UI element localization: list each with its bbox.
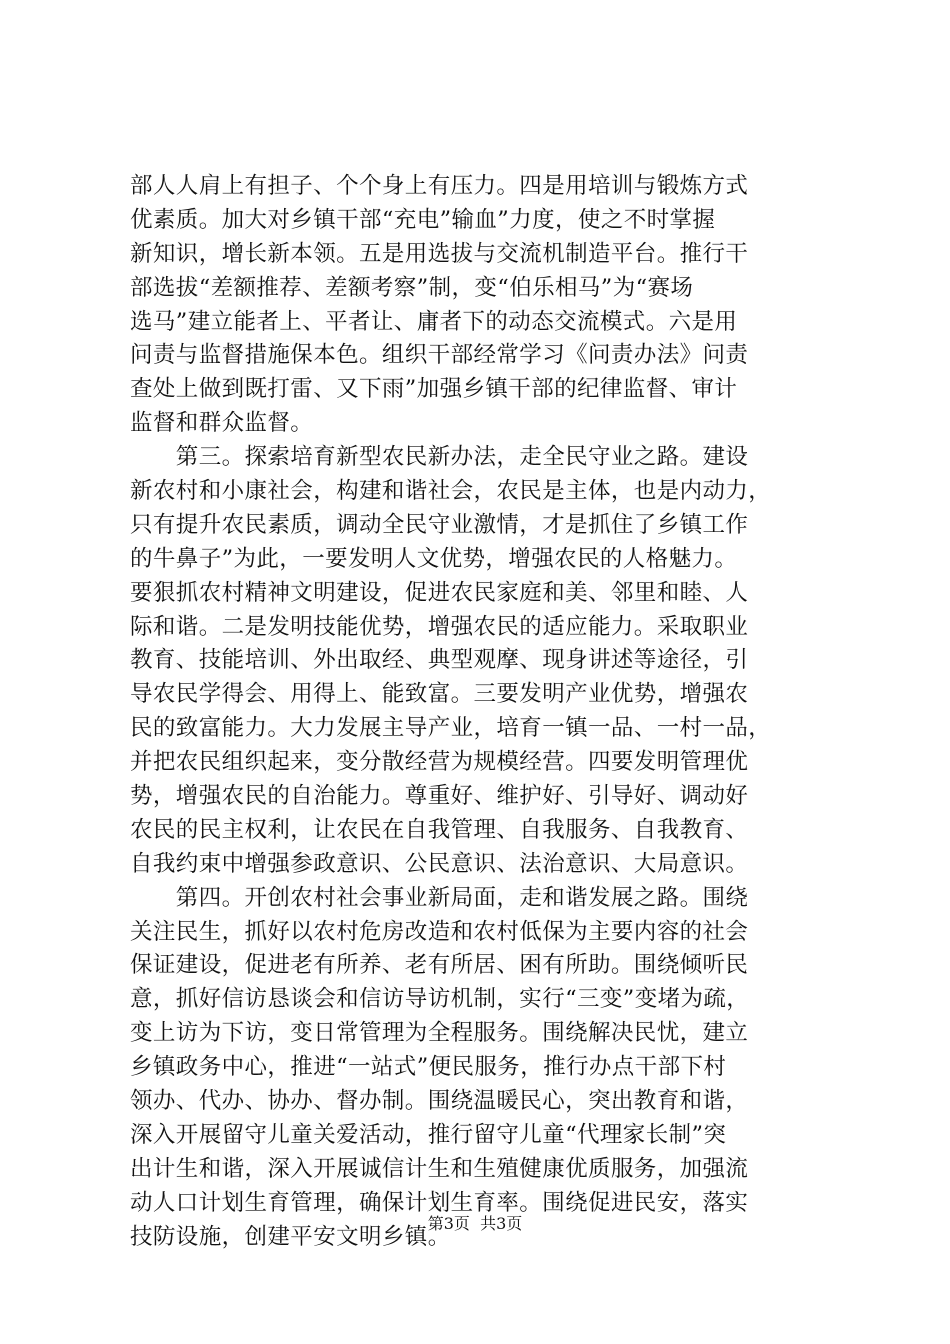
text-line: 选马”建立能者上、平者让、庸者下的动态交流模式。六是用 xyxy=(130,308,738,335)
text-line: 动人口计划生育管理，确保计划生育率。围绕促进民安，落实 xyxy=(130,1189,749,1216)
text-line: 第四。开创农村社会事业新局面，走和谐发展之路。围绕 xyxy=(130,884,749,911)
text-line: 优素质。加大对乡镇干部“充电”输血”力度，使之不时掌握 xyxy=(130,206,716,233)
text-line: 际和谐。二是发明技能优势，增强农民的适应能力。采取职业 xyxy=(130,613,749,640)
text-line: 深入开展留守儿童关爱活动，推行留守儿童“代理家长制”突 xyxy=(130,1121,727,1148)
text-line: 监督和群众监督。 xyxy=(130,410,314,437)
text-line: 民的致富能力。大力发展主导产业，培育一镇一品、一村一品， xyxy=(130,715,772,742)
body-text xyxy=(130,170,830,1255)
text-line: 的牛鼻子”为此，一要发明人文优势，增强农民的人格魅力。 xyxy=(130,545,738,572)
text-line: 领办、代办、协办、督办制。围绕温暖民心，突出教育和谐， xyxy=(130,1088,749,1115)
text-line: 乡镇政务中心，推进“一站式”便民服务，推行办点干部下村 xyxy=(130,1054,727,1081)
text-line: 新农村和小康社会，构建和谐社会，农民是主体，也是内动力， xyxy=(130,478,772,505)
text-line: 技防设施，创建平安文明乡镇。 xyxy=(130,1223,451,1250)
text-line: 势，增强农民的自治能力。尊重好、维护好、引导好、调动好 xyxy=(130,783,749,810)
text-line: 导农民学得会、用得上、能致富。三要发明产业优势，增强农 xyxy=(130,681,749,708)
text-line: 教育、技能培训、外出取经、典型观摩、现身讲述等途径，引 xyxy=(130,647,749,674)
text-line: 意，抓好信访恳谈会和信访导访机制，实行“三变”变堵为疏， xyxy=(130,986,750,1013)
text-line: 部选拔“差额推荐、差额考察”制，变“伯乐相马”为“赛场 xyxy=(130,274,694,301)
text-line: 新知识，增长新本领。五是用选拔与交流机制造平台。推行干 xyxy=(130,240,749,267)
text-line: 关注民生，抓好以农村危房改造和农村低保为主要内容的社会 xyxy=(130,918,749,945)
text-line: 只有提升农民素质，调动全民守业激情，才是抓住了乡镇工作 xyxy=(130,511,749,538)
text-line: 出计生和谐，深入开展诚信计生和生殖健康优质服务，加强流 xyxy=(130,1155,749,1182)
text-line: 问责与监督措施保本色。组织干部经常学习《问责办法》问责 xyxy=(130,342,749,369)
text-line: 部人人肩上有担子、个个身上有压力。四是用培训与锻炼方式 xyxy=(130,173,749,199)
text-line: 自我约束中增强参政意识、公民意识、法治意识、大局意识。 xyxy=(130,850,749,877)
text-line: 农民的民主权利，让农民在自我管理、自我服务、自我教育、 xyxy=(130,816,749,843)
text-line: 保证建设，促进老有所养、老有所居、困有所助。围绕倾听民 xyxy=(130,952,749,979)
text-line: 并把农民组织起来，变分散经营为规模经营。四要发明管理优 xyxy=(130,749,749,776)
text-line: 第三。探索培育新型农民新办法，走全民守业之路。建设 xyxy=(130,444,749,471)
page-footer: 第3页 共3页 xyxy=(427,1214,523,1233)
text-line: 要狠抓农村精神文明建设，促进农民家庭和美、邻里和睦、人 xyxy=(130,579,749,606)
text-line: 查处上做到既打雷、又下雨”加强乡镇干部的纪律监督、审计 xyxy=(130,376,738,403)
text-line: 变上访为下访，变日常管理为全程服务。围绕解决民忧，建立 xyxy=(130,1020,749,1047)
